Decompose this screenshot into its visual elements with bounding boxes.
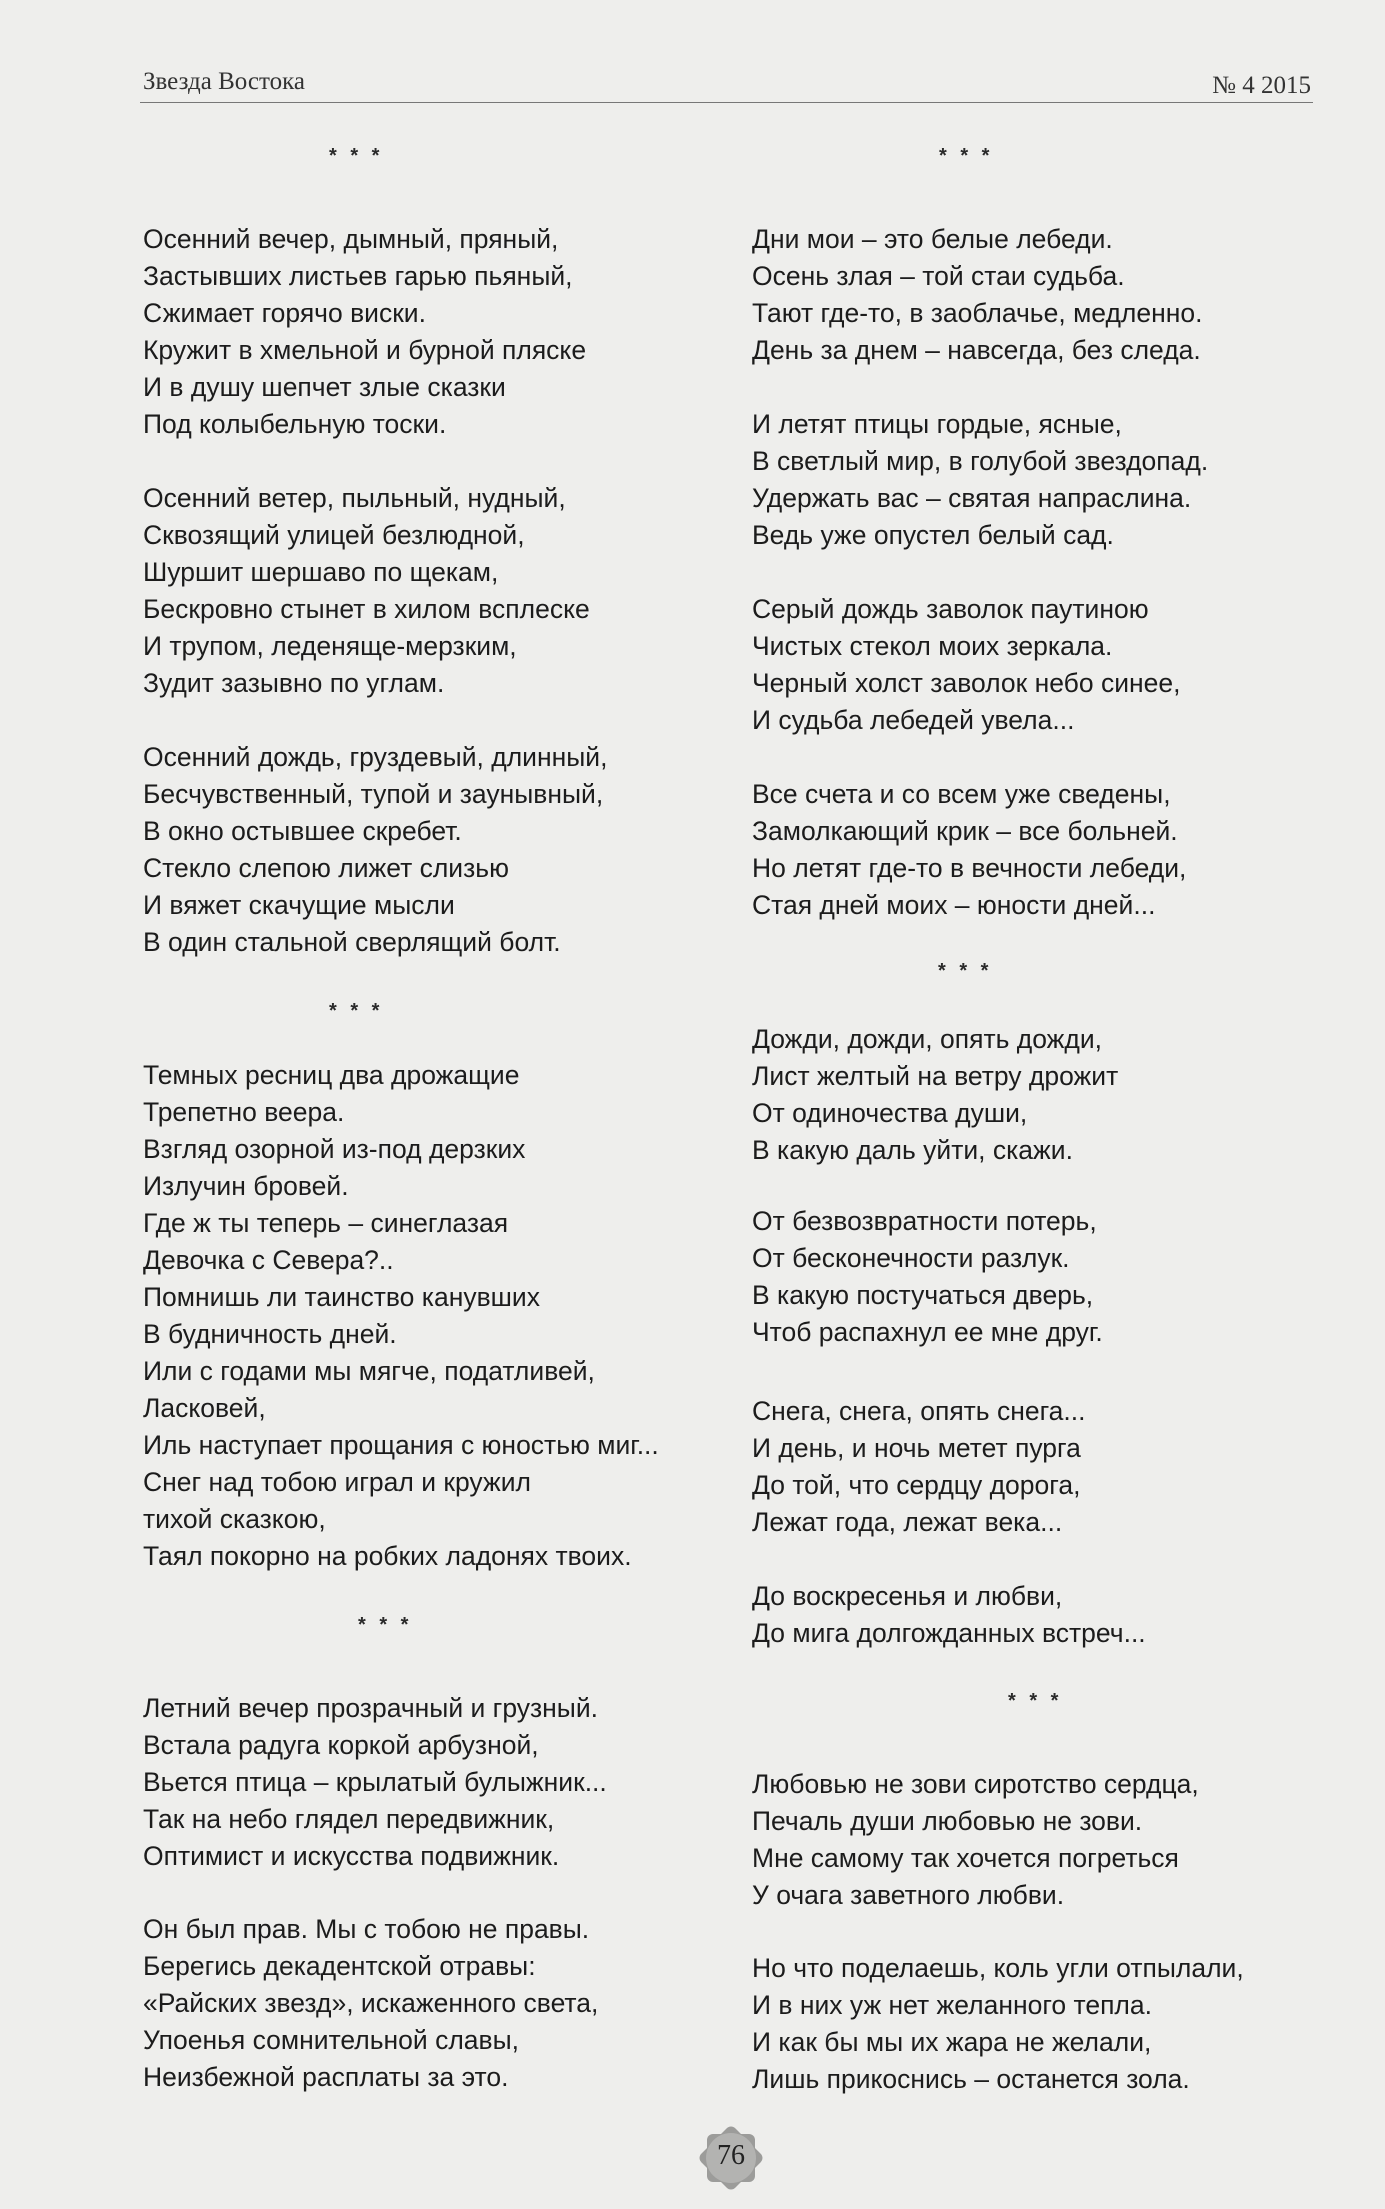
poem-separator: * * * — [358, 1614, 413, 1636]
verse-line: И день, и ночь метет пурга — [752, 1433, 1081, 1463]
verse-line: От бесконечности разлук. — [752, 1243, 1070, 1273]
verse-line: Черный холст заволок небо синее, — [752, 668, 1181, 698]
verse-line: Тают где-то, в заоблачье, медленно. — [752, 298, 1203, 328]
verse-line: Зудит зазывно по углам. — [143, 668, 445, 698]
verse-line: Все счета и со всем уже сведены, — [752, 779, 1171, 809]
stanza — [752, 776, 1352, 924]
verse-line: Лежат года, лежат века... — [752, 1507, 1063, 1537]
verse-line: Он был прав. Мы с тобою не правы. — [143, 1914, 590, 1944]
verse-line: Берегись декадентской отравы: — [143, 1951, 536, 1981]
journal-title: Звезда Востока — [143, 68, 305, 95]
verse-line: Бескровно стынет в хилом всплеске — [143, 594, 590, 624]
verse-line: Упоенья сомнительной славы, — [143, 2025, 520, 2055]
verse-line: И как бы мы их жара не желали, — [752, 2027, 1152, 2057]
stanza — [143, 221, 743, 443]
verse-line: Но летят где-то в вечности лебеди, — [752, 853, 1187, 883]
verse-line: В будничность дней. — [143, 1319, 397, 1349]
stanza — [143, 1057, 743, 1575]
verse-line: Так на небо глядел передвижник, — [143, 1804, 555, 1834]
verse-line: Таял покорно на робких ладонях твоих. — [143, 1541, 632, 1571]
verse-line: Чистых стекол моих зеркала. — [752, 631, 1113, 661]
verse-line: День за днем – навсегда, без следа. — [752, 335, 1201, 365]
poem-separator: * * * — [939, 145, 994, 167]
page-number: 76 — [717, 2140, 745, 2171]
stanza — [752, 1203, 1352, 1351]
verse-line: От одиночества души, — [752, 1098, 1028, 1128]
verse-line: «Райских звезд», искаженного света, — [143, 1988, 599, 2018]
verse-line: И трупом, леденяще-мерзким, — [143, 631, 517, 661]
verse-line: Излучин бровей. — [143, 1171, 349, 1201]
verse-line: Стекло слепою лижет слизью — [143, 853, 509, 883]
verse-line: И в душу шепчет злые сказки — [143, 372, 506, 402]
stanza — [752, 1393, 1352, 1541]
verse-line: Застывших листьев гарью пьяный, — [143, 261, 573, 291]
verse-line: В светлый мир, в голубой звездопад. — [752, 446, 1209, 476]
verse-line: И в них уж нет желанного тепла. — [752, 1990, 1152, 2020]
verse-line: Ведь уже опустел белый сад. — [752, 520, 1114, 550]
verse-line: До воскресенья и любви, — [752, 1581, 1063, 1611]
verse-line: Вьется птица – крылатый булыжник... — [143, 1767, 607, 1797]
stanza — [752, 1950, 1352, 2098]
stanza — [752, 1021, 1352, 1169]
stanza — [143, 1911, 743, 2096]
verse-line: И судьба лебедей увела... — [752, 705, 1075, 735]
verse-line: И летят птицы гордые, ясные, — [752, 409, 1122, 439]
verse-line: Бесчувственный, тупой и заунывный, — [143, 779, 604, 809]
poem-separator: * * * — [329, 1000, 384, 1022]
verse-line: До той, что сердцу дорога, — [752, 1470, 1081, 1500]
verse-line: В один стальной сверлящий болт. — [143, 927, 561, 957]
verse-line: Девочка с Севера?.. — [143, 1245, 394, 1275]
stanza — [752, 406, 1352, 554]
verse-line: Шуршит шершаво по щекам, — [143, 557, 499, 587]
verse-line: Дни мои – это белые лебеди. — [752, 224, 1113, 254]
verse-line: Снега, снега, опять снега... — [752, 1396, 1086, 1426]
verse-line: Помнишь ли таинство канувших — [143, 1282, 540, 1312]
verse-line: У очага заветного любви. — [752, 1880, 1065, 1910]
verse-line: Взгляд озорной из-под дерзких — [143, 1134, 526, 1164]
verse-line: Лишь прикоснись – останется зола. — [752, 2064, 1190, 2094]
verse-line: В окно остывшее скребет. — [143, 816, 462, 846]
stanza — [143, 739, 743, 961]
stanza — [752, 1578, 1352, 1652]
verse-line: Сжимает горячо виски. — [143, 298, 426, 328]
verse-line: Осенний вечер, дымный, пряный, — [143, 224, 559, 254]
verse-line: Под колыбельную тоски. — [143, 409, 447, 439]
poem-separator: * * * — [329, 145, 384, 167]
verse-line: Иль наступает прощания с юностью миг... — [143, 1430, 659, 1460]
verse-line: Печаль души любовью не зови. — [752, 1806, 1143, 1836]
verse-line: Или с годами мы мягче, податливей, — [143, 1356, 595, 1386]
verse-line: Любовью не зови сиротство сердца, — [752, 1769, 1199, 1799]
verse-line: Где ж ты теперь – синеглазая — [143, 1208, 509, 1238]
verse-line: Стая дней моих – юности дней... — [752, 890, 1156, 920]
verse-line: И вяжет скачущие мысли — [143, 890, 455, 920]
verse-line: Но что поделаешь, коль угли отпылали, — [752, 1953, 1244, 1983]
verse-line: Чтоб распахнул ее мне друг. — [752, 1317, 1103, 1347]
verse-line: Сквозящий улицей безлюдной, — [143, 520, 525, 550]
stanza — [752, 591, 1352, 739]
stanza — [752, 1766, 1352, 1914]
verse-line: Осень злая – той стаи судьба. — [752, 261, 1125, 291]
verse-line: Мне самому так хочется погреться — [752, 1843, 1179, 1873]
stanza — [143, 480, 743, 702]
verse-line: Дожди, дожди, опять дожди, — [752, 1024, 1103, 1054]
verse-line: Неизбежной расплаты за это. — [143, 2062, 509, 2092]
verse-line: От безвозвратности потерь, — [752, 1206, 1097, 1236]
issue-number: № 4 2015 — [1212, 72, 1311, 99]
poem-separator: * * * — [938, 960, 993, 982]
verse-line: Снег над тобою играл и кружил — [143, 1467, 531, 1497]
verse-line: Трепетно веера. — [143, 1097, 345, 1127]
verse-line: В какую даль уйти, скажи. — [752, 1135, 1073, 1165]
left-column — [143, 0, 723, 2209]
verse-line: Серый дождь заволок паутиною — [752, 594, 1149, 624]
verse-line: Темных ресниц два дрожащие — [143, 1060, 520, 1090]
verse-line: Осенний дождь, груздевый, длинный, — [143, 742, 608, 772]
right-column — [752, 0, 1332, 2209]
stanza — [143, 1690, 743, 1875]
stanza — [752, 221, 1352, 369]
verse-line: Оптимист и искусства подвижник. — [143, 1841, 560, 1871]
poem-separator: * * * — [1008, 1690, 1063, 1712]
verse-line: Кружит в хмельной и бурной пляске — [143, 335, 587, 365]
verse-line: тихой сказкою, — [143, 1504, 326, 1534]
verse-line: До мига долгожданных встреч... — [752, 1618, 1146, 1648]
verse-line: Встала радуга коркой арбузной, — [143, 1730, 539, 1760]
verse-line: Лист желтый на ветру дрожит — [752, 1061, 1119, 1091]
verse-line: Замолкающий крик – все больней. — [752, 816, 1178, 846]
verse-line: Летний вечер прозрачный и грузный. — [143, 1693, 599, 1723]
verse-line: Ласковей, — [143, 1393, 266, 1423]
verse-line: Осенний ветер, пыльный, нудный, — [143, 483, 566, 513]
verse-line: В какую постучаться дверь, — [752, 1280, 1094, 1310]
verse-line: Удержать вас – святая напраслина. — [752, 483, 1192, 513]
